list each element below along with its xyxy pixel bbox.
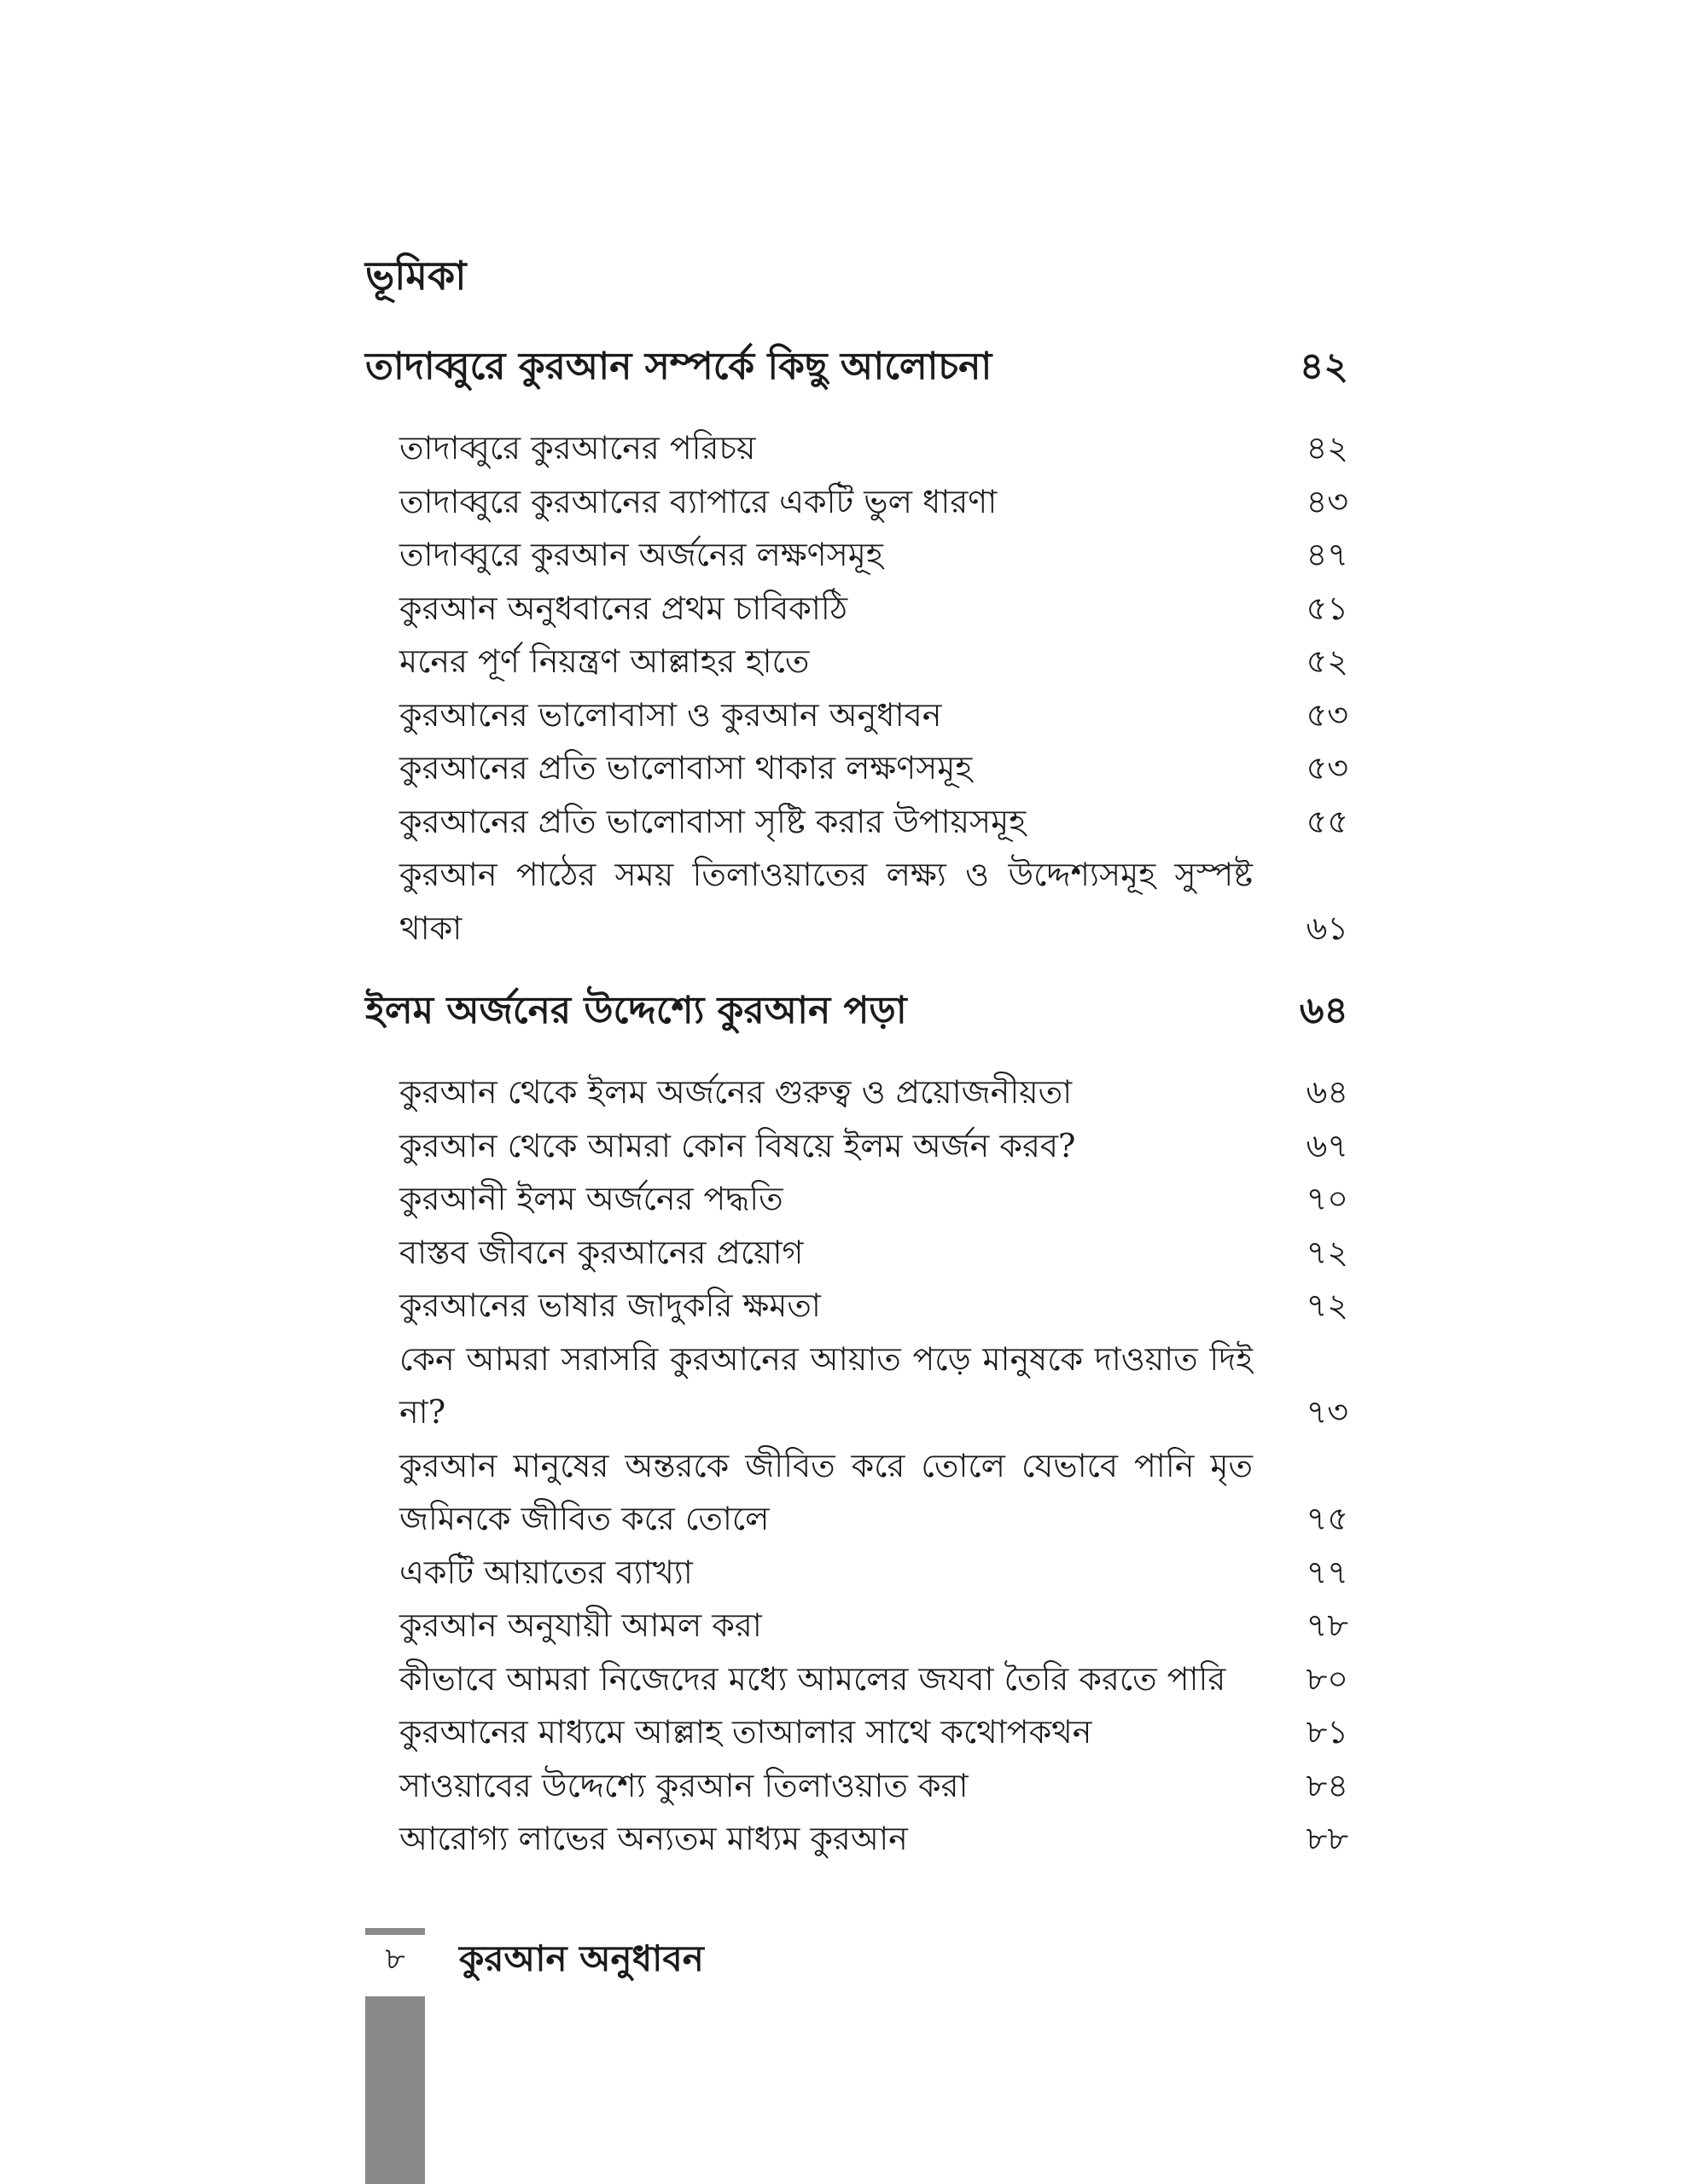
toc-entry [365, 635, 1348, 688]
entry-page-number: ৭৭ [1306, 1553, 1348, 1591]
section-title: ইলম অর্জনের উদ্দেশ্যে কুরআন পড়া [365, 989, 907, 1032]
table-of-contents [365, 341, 1348, 1896]
toc-entry [365, 1279, 1348, 1333]
section-heading [365, 985, 1348, 1060]
entry-page-number: ৭০ [1306, 1180, 1348, 1217]
toc-entry [365, 1653, 1348, 1706]
entry-title: আরোগ্য লাভের অন্যতম মাধ্যম কুরআন [399, 1820, 908, 1857]
entry-title: বাস্তব জীবনে কুরআনের প্রয়োগ [399, 1233, 804, 1271]
entry-title: কুরআন মানুষের অন্তরকে জীবিত করে তোলে যেভাবে পানি মৃত জমিনকে জীবিত করে তোলে [399, 1446, 1253, 1537]
toc-entry [365, 688, 1348, 742]
section-page-number: ৬৪ [1299, 989, 1348, 1032]
footer-accent-line [365, 1928, 425, 1935]
toc-entry [365, 1599, 1348, 1653]
entry-title: কুরআন থেকে আমরা কোন বিষয়ে ইলম অর্জন করব? [399, 1126, 1076, 1165]
toc-entry [365, 1439, 1348, 1546]
entry-page-number: ৪৩ [1306, 482, 1348, 520]
entry-page-number: ৬৭ [1306, 1126, 1348, 1165]
entry-title: কুরআনের ভালোবাসা ও কুরআন অনুধাবন [399, 695, 942, 734]
entry-title: কীভাবে আমরা নিজেদের মধ্যে আমলের জযবা তৈরি করতে পারি [399, 1659, 1226, 1698]
entry-page-number: ৫১ [1306, 589, 1348, 627]
toc-entry [365, 1066, 1348, 1119]
entry-title: একটি আয়াতের ব্যাখ্যা [399, 1553, 693, 1591]
footer-gray-bar [365, 1996, 425, 2184]
entry-title: কুরআন থেকে ইলম অর্জনের গুরুত্ব ও প্রয়োজনীয়তা [399, 1073, 1073, 1111]
toc-section [365, 985, 1348, 1866]
toc-entry [365, 1812, 1348, 1866]
toc-entry [365, 1119, 1348, 1173]
entry-page-number: ৪২ [1306, 429, 1348, 467]
entry-title: তাদাব্বুরে কুরআনের পরিচয় [399, 429, 756, 467]
toc-entry [365, 1705, 1348, 1759]
entry-page-number: ৮১ [1306, 1713, 1348, 1751]
entry-title: কেন আমরা সরাসরি কুরআনের আয়াত পড়ে মানুষকে দাওয়াত দিই না? [399, 1339, 1253, 1431]
section-title: তাদাব্বুরে কুরআন সম্পর্কে কিছু আলোচনা [365, 345, 992, 388]
entry-page-number: ৮০ [1306, 1659, 1348, 1698]
toc-entry [365, 795, 1348, 849]
entry-title: কুরআন পাঠের সময় তিলাওয়াতের লক্ষ্য ও উদ্দেশ্যসমূহ সুস্পষ্ট থাকা [399, 856, 1253, 947]
entry-page-number: ৭৩ [1306, 1393, 1348, 1431]
toc-entry [365, 1759, 1348, 1813]
entry-title: কুরআনের প্রতি ভালোবাসা থাকার লক্ষণসমূহ [399, 749, 973, 787]
entry-page-number: ৫৩ [1306, 695, 1348, 734]
entry-page-number: ৭৫ [1306, 1500, 1348, 1537]
entry-page-number: ৭২ [1306, 1233, 1348, 1271]
entry-page-number: ৬১ [1306, 909, 1348, 947]
entry-page-number: ৭২ [1306, 1287, 1348, 1324]
entry-page-number: ৫৫ [1306, 802, 1348, 840]
entry-page-number: ৬৪ [1306, 1073, 1348, 1111]
toc-entry [365, 1226, 1348, 1280]
top-heading: ভূমিকা [365, 253, 467, 299]
section-page-number: ৪২ [1299, 345, 1348, 388]
footer-page-number: ৮ [385, 1942, 405, 1977]
entry-title: কুরআনের প্রতি ভালোবাসা সৃষ্টি করার উপায়সমূহ [399, 802, 1027, 840]
entry-title: তাদাব্বুরে কুরআনের ব্যাপারে একটি ভুল ধারণা [399, 482, 998, 520]
toc-entry [365, 848, 1348, 955]
entry-title: কুরআন অনুধবানের প্রথম চাবিকাঠি [399, 589, 848, 627]
toc-entry [365, 1172, 1348, 1226]
toc-section [365, 341, 1348, 955]
toc-entry [365, 475, 1348, 529]
toc-entry [365, 421, 1348, 475]
footer-book-title: কুরআন অনুধাবন [459, 1937, 704, 1979]
toc-entry [365, 1333, 1348, 1439]
entry-title: তাদাব্বুরে কুরআন অর্জনের লক্ষণসমূহ [399, 536, 883, 573]
entry-page-number: ৭৮ [1306, 1606, 1348, 1644]
section-entries [365, 1066, 1348, 1866]
entry-title: কুরআনী ইলম অর্জনের পদ্ধতি [399, 1180, 783, 1217]
entry-title: কুরআনের ভাষার জাদুকরি ক্ষমতা [399, 1287, 821, 1324]
section-entries [365, 421, 1348, 955]
entry-page-number: ৮৪ [1306, 1766, 1348, 1804]
entry-page-number: ৫২ [1306, 642, 1348, 680]
entry-page-number: ৪৭ [1306, 536, 1348, 573]
entry-page-number: ৫৩ [1306, 749, 1348, 787]
toc-entry [365, 582, 1348, 636]
entry-title: মনের পূর্ণ নিয়ন্ত্রণ আল্লাহর হাতে [399, 642, 810, 680]
entry-title: কুরআনের মাধ্যমে আল্লাহ তাআলার সাথে কথোপকথন [399, 1713, 1092, 1751]
entry-title: কুরআন অনুযায়ী আমল করা [399, 1606, 762, 1644]
entry-title: সাওয়াবের উদ্দেশ্যে কুরআন তিলাওয়াত করা [399, 1766, 969, 1804]
toc-entry [365, 528, 1348, 582]
toc-entry [365, 741, 1348, 795]
section-heading [365, 341, 1348, 416]
entry-page-number: ৮৮ [1306, 1820, 1348, 1857]
toc-entry [365, 1546, 1348, 1600]
